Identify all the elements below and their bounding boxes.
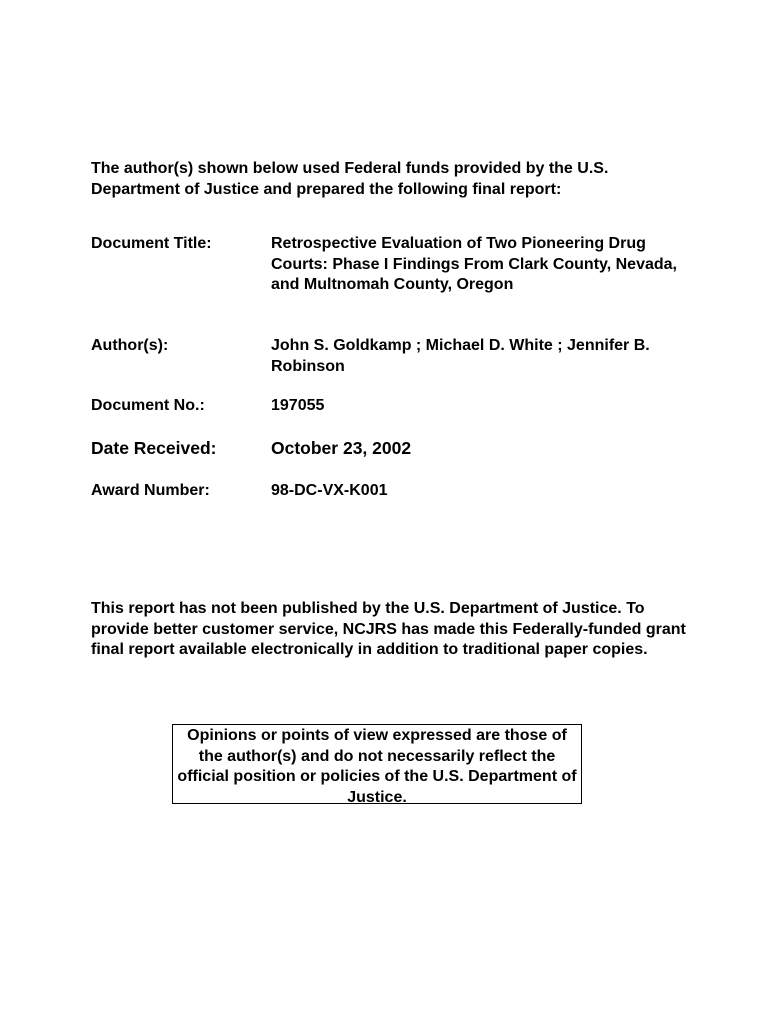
award-number-label: Award Number: <box>91 482 210 499</box>
publication-notice: This report has not been published by the U.S. Department of Justice. To provide better customer service, NCJRS has made this Federally-funded grant final report available electronically in addition to traditional paper copies. <box>91 600 686 658</box>
document-number-label: Document No.: <box>91 397 205 414</box>
award-number-value: 98-DC-VX-K001 <box>271 482 388 499</box>
document-title-label: Document Title: <box>91 235 212 252</box>
disclaimer-box: Opinions or points of view expressed are those of the author(s) and do not necessarily reflect the official position or policies of the U.S. Department of Justice. <box>172 724 582 804</box>
document-number-value: 197055 <box>271 397 325 414</box>
authors-label: Author(s): <box>91 337 169 354</box>
document-title-value: Retrospective Evaluation of Two Pioneering Drug Courts: Phase I Findings From Clark County, Nevada, and Multnomah County, Oregon <box>271 235 677 293</box>
authors-value: John S. Goldkamp ; Michael D. White ; Jennifer B. Robinson <box>271 337 650 375</box>
date-received-value: October 23, 2002 <box>271 438 412 458</box>
intro-paragraph: The author(s) shown below used Federal funds provided by the U.S. Department of Justice and prepared the following final report: <box>91 160 609 198</box>
date-received-label: Date Received: <box>91 438 217 458</box>
